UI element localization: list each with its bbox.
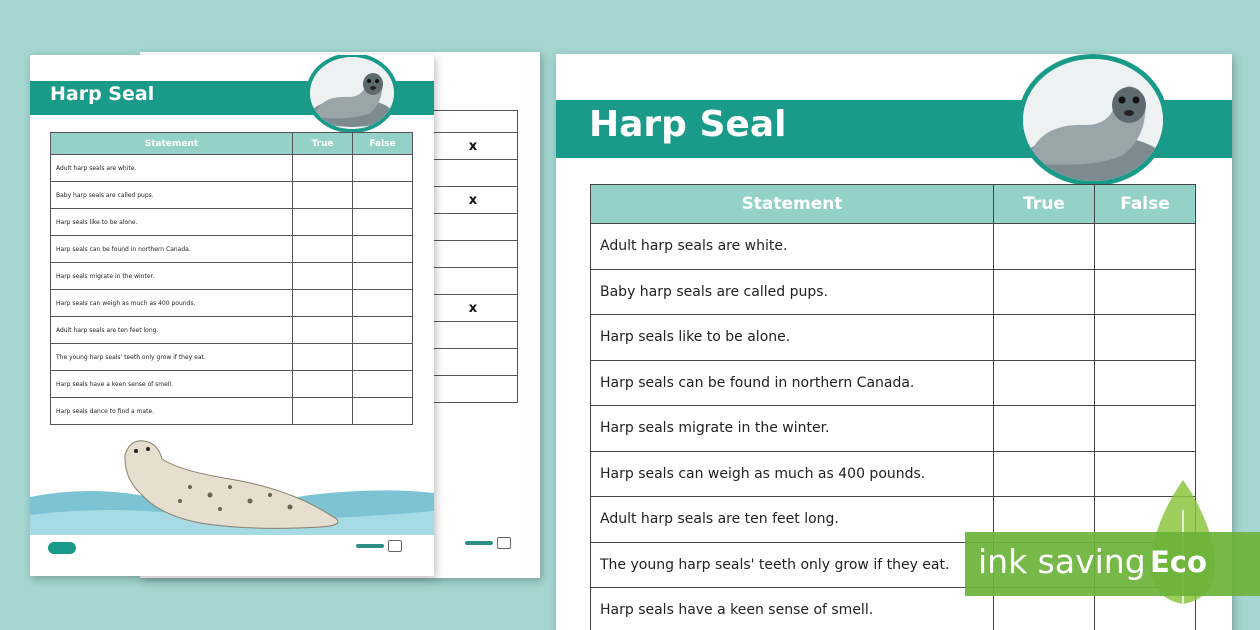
statement-cell: Harp seals have a keen sense of smell. — [591, 588, 994, 630]
page-title: Harp Seal — [589, 104, 787, 145]
answer-cell — [429, 322, 518, 349]
answer-cell: x — [429, 133, 518, 160]
statement-cell: Adult harp seals are white. — [591, 224, 994, 270]
statement-cell: Harp seals like to be alone. — [591, 315, 994, 361]
col-false: False — [1095, 185, 1196, 224]
false-cell[interactable] — [1095, 360, 1196, 406]
answer-cell: x — [429, 187, 518, 214]
true-cell[interactable] — [994, 315, 1095, 361]
statement-cell: Adult harp seals are ten feet long. — [591, 497, 994, 543]
col-statement: Statement — [591, 185, 994, 224]
footer-logo-icon — [388, 540, 402, 552]
answer-cell: x — [429, 295, 518, 322]
answer-cell — [429, 160, 518, 187]
false-cell[interactable] — [1095, 406, 1196, 452]
statement-cell: Harp seals can be found in northern Canada. — [591, 360, 994, 406]
answer-table — [428, 110, 518, 403]
statement-cell: Adult harp seals are white. — [51, 155, 293, 182]
true-cell[interactable] — [994, 360, 1095, 406]
statement-cell: Harp seals have a keen sense of smell. — [51, 371, 293, 398]
true-cell[interactable] — [293, 398, 353, 425]
false-cell[interactable] — [353, 290, 413, 317]
false-cell[interactable] — [1095, 224, 1196, 270]
col-true: True — [293, 133, 353, 155]
eco-label: Eco — [1150, 545, 1207, 579]
seal-photo — [306, 55, 398, 133]
false-cell[interactable] — [353, 209, 413, 236]
statement-cell: Harp seals can be found in northern Canada. — [51, 236, 293, 263]
false-cell[interactable] — [353, 398, 413, 425]
answer-header — [429, 111, 518, 133]
footer-brand — [356, 544, 384, 548]
statement-cell: The young harp seals' teeth only grow if they eat. — [51, 344, 293, 371]
statement-cell: Baby harp seals are called pups. — [51, 182, 293, 209]
seal-photo — [1018, 54, 1168, 186]
false-cell[interactable] — [353, 371, 413, 398]
true-cell[interactable] — [293, 344, 353, 371]
statement-cell: Harp seals can weigh as much as 400 pounds. — [591, 451, 994, 497]
true-cell[interactable] — [293, 236, 353, 263]
answer-cell — [429, 241, 518, 268]
answer-cell — [429, 268, 518, 295]
statement-cell: Baby harp seals are called pups. — [591, 269, 994, 315]
footer-brand — [465, 541, 493, 545]
false-cell[interactable] — [353, 155, 413, 182]
true-cell[interactable] — [293, 155, 353, 182]
answer-footer — [465, 536, 525, 550]
true-cell[interactable] — [293, 182, 353, 209]
true-cell[interactable] — [293, 263, 353, 290]
true-cell[interactable] — [994, 269, 1095, 315]
answer-cell — [429, 214, 518, 241]
seal-illustration — [30, 435, 434, 535]
col-statement: Statement — [51, 133, 293, 155]
col-true: True — [994, 185, 1095, 224]
statement-cell: Harp seals migrate in the winter. — [51, 263, 293, 290]
true-cell[interactable] — [293, 317, 353, 344]
true-cell[interactable] — [293, 290, 353, 317]
page-footer — [356, 539, 416, 553]
footer-logo-icon — [497, 537, 511, 549]
eco-badge — [965, 480, 1260, 630]
answer-cell — [429, 376, 518, 403]
false-cell[interactable] — [353, 317, 413, 344]
false-cell[interactable] — [353, 182, 413, 209]
false-cell[interactable] — [1095, 269, 1196, 315]
true-cell[interactable] — [994, 224, 1095, 270]
false-cell[interactable] — [353, 236, 413, 263]
false-cell[interactable] — [353, 344, 413, 371]
eco-text: ink saving — [978, 542, 1146, 581]
statement-cell: Harp seals migrate in the winter. — [591, 406, 994, 452]
true-cell[interactable] — [293, 209, 353, 236]
statement-cell: Harp seals like to be alone. — [51, 209, 293, 236]
col-false: False — [353, 133, 413, 155]
worksheet-thumbnail — [30, 55, 434, 576]
page-title: Harp Seal — [50, 83, 155, 105]
statement-cell: Harp seals can weigh as much as 400 pounds. — [51, 290, 293, 317]
statement-cell: Harp seals dance to find a mate. — [51, 398, 293, 425]
true-cell[interactable] — [994, 406, 1095, 452]
false-cell[interactable] — [353, 263, 413, 290]
statement-cell: The young harp seals' teeth only grow if they eat. — [591, 542, 994, 588]
statement-cell: Adult harp seals are ten feet long. — [51, 317, 293, 344]
true-cell[interactable] — [293, 371, 353, 398]
answer-cell — [429, 349, 518, 376]
footer-brand-badge — [48, 542, 76, 554]
false-cell[interactable] — [1095, 315, 1196, 361]
statement-table-small — [50, 132, 413, 425]
